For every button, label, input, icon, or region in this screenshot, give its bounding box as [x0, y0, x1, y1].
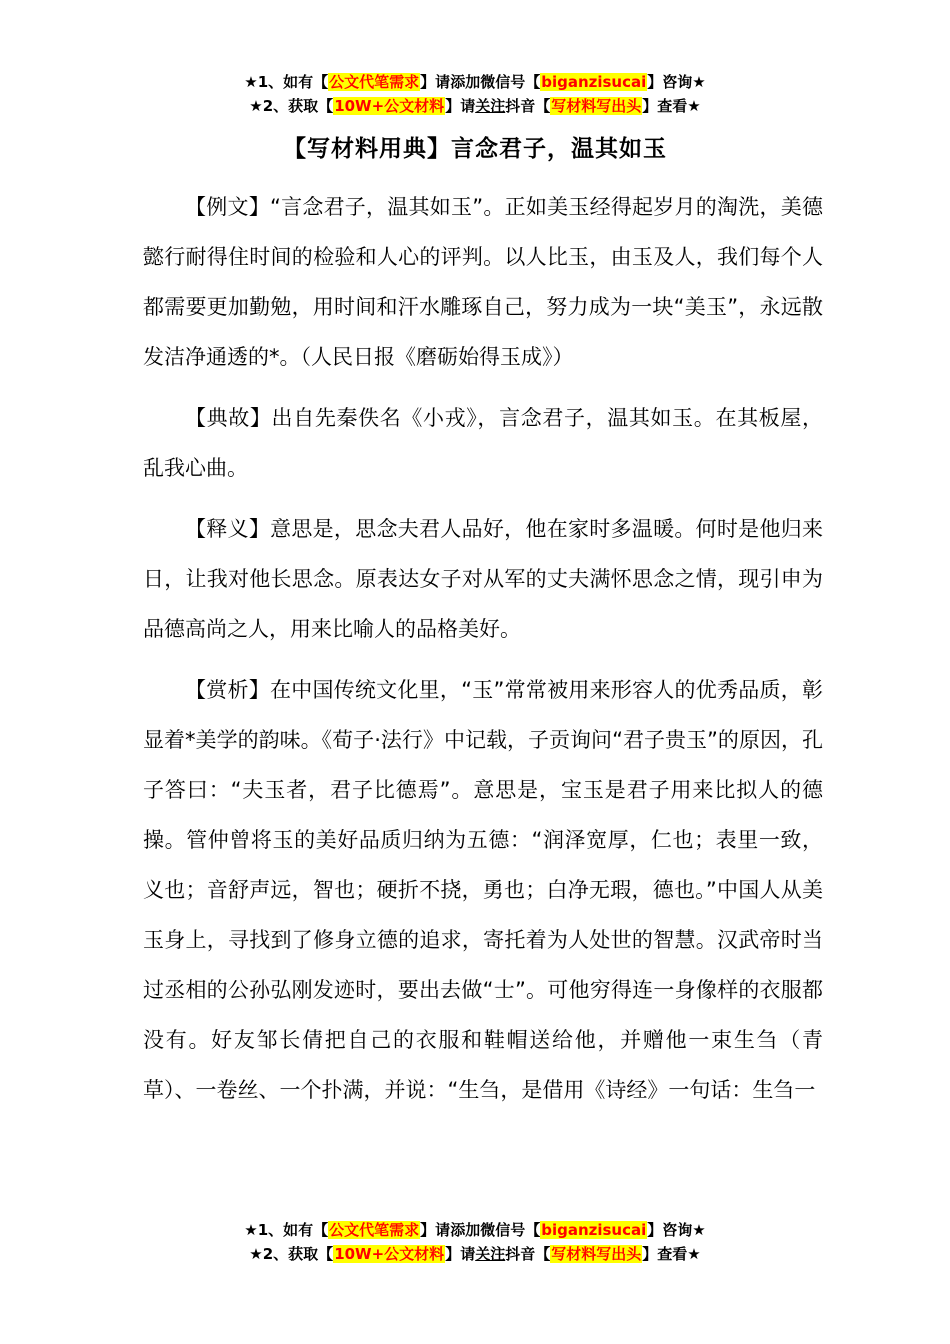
banner-emphasis: 添加 [450, 1221, 481, 1239]
banner-text: ★2、获取【 [249, 1245, 334, 1263]
banner-line-2 [0, 94, 950, 118]
banner-highlight: 写材料写出头 [551, 1245, 642, 1263]
banner-text: 】请 [420, 73, 451, 91]
banner-text: 】请 [445, 97, 476, 115]
paragraph-meaning: 【释义】意思是，思念夫君人品好，他在家时多温暖。何时是他归来日，让我对他长思念。原表达女子对从军的丈夫满怀思念之情，现引申为品德高尚之人，用来比喻人的品格美好。 [143, 517, 823, 641]
banner-highlight: biganzisucai [541, 73, 647, 91]
banner-text: 微信号【 [480, 1221, 541, 1239]
page-title: 【写材料用典】言念君子，温其如玉 [283, 136, 667, 162]
banner-highlight: 10W+公文材料 [334, 97, 445, 115]
banner-text: 】查看★ [642, 97, 701, 115]
paragraph-appreciation: 【赏析】在中国传统文化里，“玉”常常被用来形容人的优秀品质，彰显着*美学的韵味。《荀子·法行》中记载，子贡询问“君子贵玉”的原因，孔子答曰：“夫玉者，君子比德焉”。意思是，宝玉是君子用来比拟人的德操。管仲曾将玉的美好品质归纳为五德：“润泽宽厚，仁也；表里一致，义也；音舒声远，智也；硬折不挠，勇也；白净无瑕，德也。”中国人从美玉身上，寻找到了修身立德的追求，寄托着为人处世的智慧。汉武帝时当过丞相的公孙弘刚发迹时，要出去做“士”。可他穷得连一身像样的衣服都没有。好友邹长倩把自己的衣服和鞋帽送给他，并赠他一束生刍（青草）、一卷丝、一个扑满，并说：“生刍，是借用《诗经》一句话：生刍一 [143, 678, 823, 1102]
banner-emphasis: 添加 [450, 73, 481, 91]
banner-text: 抖音【 [505, 1245, 551, 1263]
banner-emphasis: 关注 [475, 1245, 506, 1263]
banner-text: 】请 [420, 1221, 451, 1239]
article-body [143, 182, 823, 1126]
banner-text: 抖音【 [505, 97, 551, 115]
banner-highlight: 公文代笔需求 [329, 73, 420, 91]
banner-text: 】咨询★ [647, 1221, 706, 1239]
banner-text: 】咨询★ [647, 73, 706, 91]
paragraph-allusion: 【典故】出自先秦佚名《小戎》，言念君子，温其如玉。在其板屋，乱我心曲。 [143, 406, 823, 480]
banner-text: 微信号【 [480, 73, 541, 91]
banner-text: ★1、如有【 [244, 1221, 329, 1239]
banner-text: 】请 [445, 1245, 476, 1263]
header-banner [0, 70, 950, 118]
banner-highlight: biganzisucai [541, 1221, 647, 1239]
paragraph-example: 【例文】“言念君子，温其如玉”。正如美玉经得起岁月的淘洗，美德懿行耐得住时间的检验和人心的评判。以人比玉，由玉及人，我们每个人都需要更加勤勉，用时间和汗水雕琢自己，努力成为一块“美玉”，永远散发洁净通透的*。（人民日报《磨砺始得玉成》） [143, 195, 823, 369]
banner-line-2 [0, 1242, 950, 1266]
banner-text: ★2、获取【 [249, 97, 334, 115]
banner-emphasis: 关注 [475, 97, 506, 115]
banner-line-1 [0, 1218, 950, 1242]
banner-text: 】查看★ [642, 1245, 701, 1263]
footer-banner [0, 1218, 950, 1266]
banner-text: ★1、如有【 [244, 73, 329, 91]
banner-highlight: 公文代笔需求 [329, 1221, 420, 1239]
banner-highlight: 10W+公文材料 [334, 1245, 445, 1263]
banner-highlight: 写材料写出头 [551, 97, 642, 115]
banner-line-1 [0, 70, 950, 94]
